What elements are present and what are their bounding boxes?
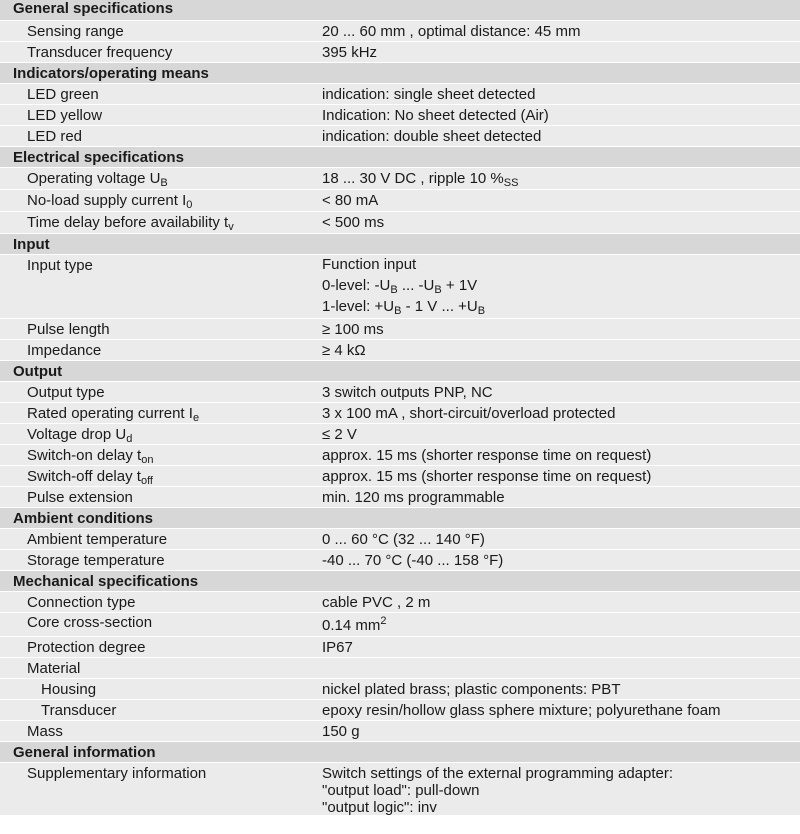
value-switch-off-delay: approx. 15 ms (shorter response time on request) — [322, 468, 652, 485]
input-type-line-3: 1-level: $+U_B - 1$ V ... $+U_B$ — [322, 298, 486, 317]
label-pulse-length: Pulse length — [27, 321, 110, 338]
row-switch-off-delay — [0, 465, 800, 486]
row-sensing-range — [0, 20, 800, 41]
row-rated-current — [0, 402, 800, 423]
label-switch-on-delay: Switch-on delay $t_{on}$ — [27, 447, 154, 466]
label-transducer: Transducer — [41, 702, 117, 719]
label-transducer-frequency: Transducer frequency — [27, 44, 173, 61]
label-pulse-extension: Pulse extension — [27, 489, 133, 506]
label-ambient-temperature: Ambient temperature — [27, 531, 168, 548]
value-impedance: ≥ 4 kΩ — [322, 342, 366, 359]
row-led-red — [0, 125, 800, 146]
row-storage-temperature — [0, 549, 800, 570]
section-indicators: Indicators/operating means — [0, 62, 800, 83]
label-sensing-range: Sensing range — [27, 23, 124, 40]
section-electrical: Electrical specifications — [0, 146, 800, 167]
label-supplementary-information: Supplementary information — [27, 765, 207, 782]
value-storage-temperature: -40 ... 70 °C (-40 ... 158 °F) — [322, 552, 504, 569]
row-housing — [0, 678, 800, 699]
value-protection-degree: IP67 — [322, 639, 353, 656]
label-impedance: Impedance — [27, 342, 102, 359]
label-operating-voltage: Operating voltage $U_B$ — [27, 170, 168, 189]
supplementary-line-3: "output logic": inv — [322, 799, 437, 816]
value-led-yellow: Indication: No sheet detected (Air) — [322, 107, 549, 124]
label-led-green: LED green — [27, 86, 99, 103]
value-transducer: epoxy resin/hollow glass sphere mixture; polyurethane foam — [322, 702, 721, 719]
value-core-cross-section: 0.14 $mm^2$ — [322, 615, 387, 634]
label-led-yellow: LED yellow — [27, 107, 103, 124]
row-transducer-frequency — [0, 41, 800, 62]
row-material — [0, 657, 800, 678]
row-led-green — [0, 83, 800, 104]
value-material — [321, 658, 800, 678]
value-switch-on-delay: approx. 15 ms (shorter response time on request) — [322, 447, 652, 464]
row-no-load-current — [0, 189, 800, 211]
row-operating-voltage — [0, 167, 800, 189]
section-general-specifications: General specifications — [0, 0, 800, 20]
row-connection-type — [0, 591, 800, 612]
label-switch-off-delay: Switch-off delay $t_{off}$ — [27, 468, 153, 487]
section-input: Input — [0, 233, 800, 254]
value-supplementary-information — [321, 763, 800, 815]
value-input-type — [321, 255, 800, 318]
section-ambient: Ambient conditions — [0, 507, 800, 528]
row-pulse-length — [0, 318, 800, 339]
row-led-yellow — [0, 104, 800, 125]
value-transducer-frequency: 395 kHz — [322, 44, 378, 61]
supplementary-line-1: Switch settings of the external programming adapter: — [322, 765, 674, 782]
row-input-type — [0, 254, 800, 318]
label-housing: Housing — [41, 681, 97, 698]
row-switch-on-delay — [0, 444, 800, 465]
value-time-delay: < 500 ms — [322, 214, 385, 231]
label-time-delay: Time delay before availability $t_v$ — [27, 214, 234, 233]
label-output-type: Output type — [27, 384, 105, 401]
value-led-green: indication: single sheet detected — [322, 86, 536, 103]
section-mechanical: Mechanical specifications — [0, 570, 800, 591]
label-no-load-current: No-load supply current $I_0$ — [27, 192, 193, 211]
value-mass: 150 g — [322, 723, 360, 740]
supplementary-line-2: "output load": pull-down — [322, 782, 480, 799]
label-connection-type: Connection type — [27, 594, 136, 611]
label-core-cross-section: Core cross-section — [27, 614, 153, 631]
value-sensing-range: 20 ... 60 mm , optimal distance: 45 mm — [322, 23, 581, 40]
row-ambient-temperature — [0, 528, 800, 549]
label-protection-degree: Protection degree — [27, 639, 146, 656]
value-pulse-extension: min. 120 ms programmable — [322, 489, 505, 506]
label-input-type: Input type — [27, 257, 93, 274]
input-type-line-2: 0-level: $-U_B$ ... $-U_B + 1V$ — [322, 277, 478, 296]
value-led-red: indication: double sheet detected — [322, 128, 542, 145]
value-pulse-length: ≥ 100 ms — [322, 321, 384, 338]
value-no-load-current: < 80 mA — [322, 192, 379, 209]
label-voltage-drop: Voltage drop $U_d$ — [27, 426, 133, 445]
row-impedance — [0, 339, 800, 360]
value-rated-current: 3 x 100 mA , short-circuit/overload protected — [322, 405, 616, 422]
row-protection-degree — [0, 636, 800, 657]
row-supplementary-information — [0, 762, 800, 815]
row-pulse-extension — [0, 486, 800, 507]
row-voltage-drop — [0, 423, 800, 444]
row-output-type — [0, 381, 800, 402]
row-transducer — [0, 699, 800, 720]
label-material: Material — [27, 660, 81, 677]
value-voltage-drop: ≤ 2 V — [322, 426, 357, 443]
label-led-red: LED red — [27, 128, 83, 145]
label-mass: Mass — [27, 723, 63, 740]
label-storage-temperature: Storage temperature — [27, 552, 165, 569]
row-time-delay — [0, 211, 800, 233]
value-housing: nickel plated brass; plastic components: PBT — [322, 681, 621, 698]
row-core-cross-section — [0, 612, 800, 636]
label-rated-current: Rated operating current $I_e$ — [27, 405, 200, 424]
row-mass — [0, 720, 800, 741]
section-general-information: General information — [0, 741, 800, 762]
value-ambient-temperature: 0 ... 60 °C (32 ... 140 °F) — [322, 531, 485, 548]
value-output-type: 3 switch outputs PNP, NC — [322, 384, 493, 401]
section-output: Output — [0, 360, 800, 381]
input-type-line-1: Function input — [322, 256, 417, 273]
value-operating-voltage: 18 ... 30 V DC , ripple 10 $\%_{SS}$ — [322, 170, 519, 189]
value-connection-type: cable PVC , 2 m — [322, 594, 431, 611]
